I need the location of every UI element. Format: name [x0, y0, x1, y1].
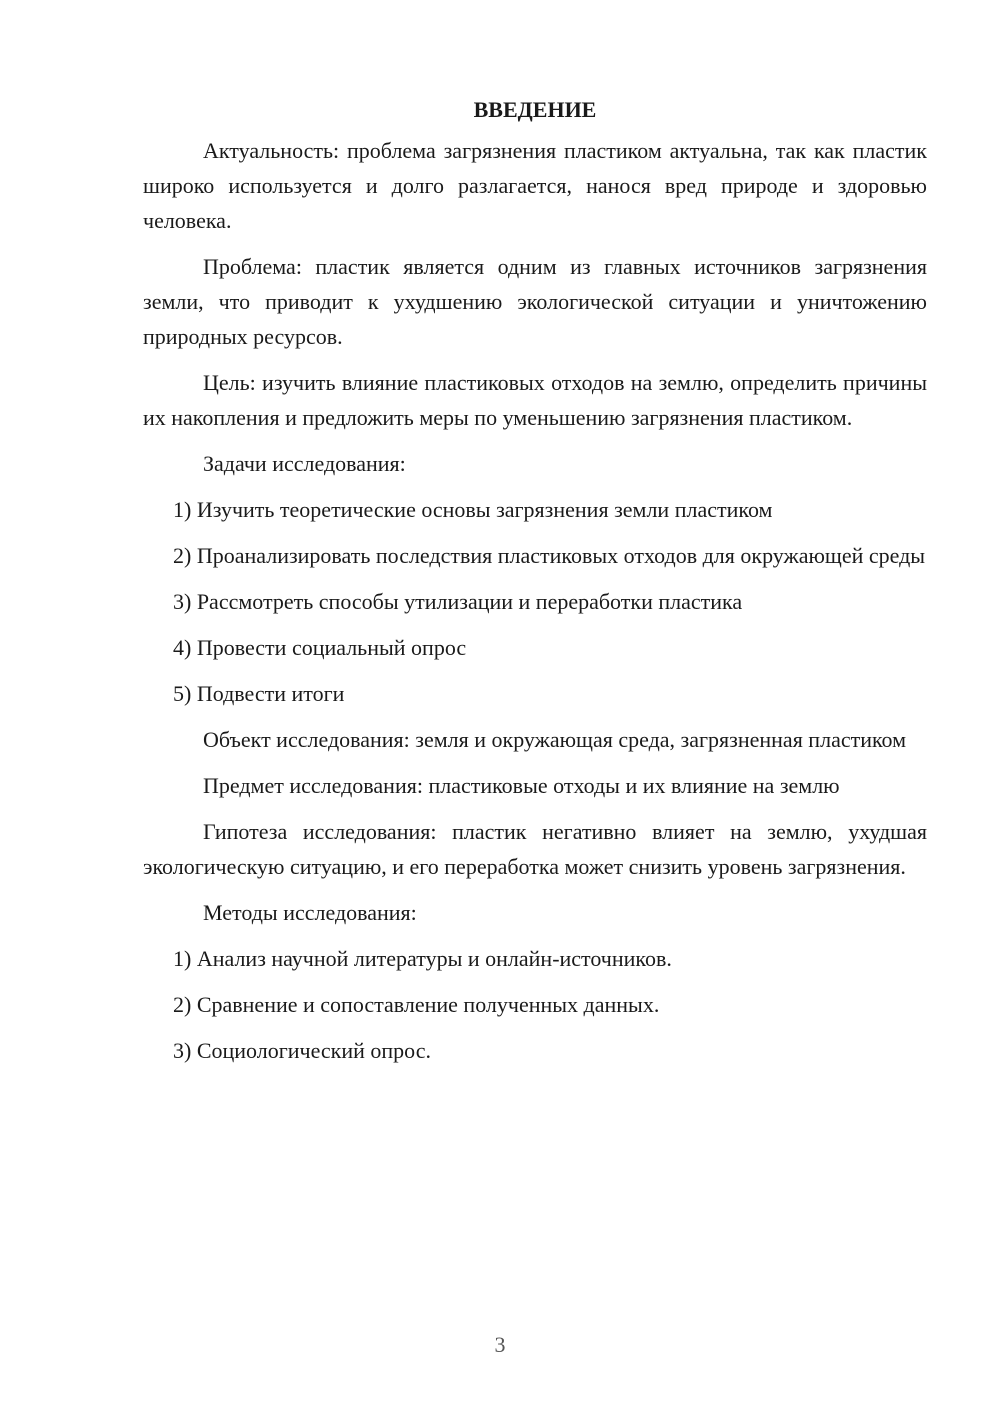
tasks-list	[143, 492, 927, 711]
methods-heading: Методы исследования:	[203, 900, 417, 925]
task-item: 4) Провести социальный опрос	[173, 635, 467, 660]
page-number: 3	[494, 1332, 506, 1357]
method-item: 1) Анализ научной литературы и онлайн-источников.	[173, 946, 672, 971]
problem-paragraph: Проблема: пластик является одним из главных источников загрязнения земли, что приводит к ухудшению экологической ситуации и уничтожению природных ресурсов.	[143, 254, 927, 349]
task-item: 3) Рассмотреть способы утилизации и переработки пластика	[173, 589, 743, 614]
task-item: 5) Подвести итоги	[173, 681, 345, 706]
methods-list	[143, 941, 927, 1068]
method-item: 3) Социологический опрос.	[173, 1038, 431, 1063]
object-paragraph: Объект исследования: земля и окружающая среда, загрязненная пластиком	[203, 727, 907, 752]
document-page	[143, 92, 927, 1079]
relevance-paragraph: Актуальность: проблема загрязнения пластиком актуальна, так как пластик широко используется и долго разлагается, нанося вред природе и здоровью человека.	[143, 138, 927, 233]
method-item: 2) Сравнение и сопоставление полученных данных.	[173, 992, 660, 1017]
task-item: 2) Проанализировать последствия пластиковых отходов для окружающей среды	[173, 543, 926, 568]
hypothesis-paragraph: Гипотеза исследования: пластик негативно влияет на землю, ухудшая экологическую ситуацию, и его переработка может снизить уровень загрязнения.	[143, 819, 927, 879]
tasks-heading: Задачи исследования:	[203, 451, 406, 476]
task-item: 1) Изучить теоретические основы загрязнения земли пластиком	[173, 497, 773, 522]
document-title: ВВЕДЕНИЕ	[473, 97, 597, 122]
subject-paragraph: Предмет исследования: пластиковые отходы и их влияние на землю	[203, 773, 840, 798]
goal-paragraph: Цель: изучить влияние пластиковых отходов на землю, определить причины их накопления и предложить меры по уменьшению загрязнения пластиком.	[143, 370, 927, 430]
